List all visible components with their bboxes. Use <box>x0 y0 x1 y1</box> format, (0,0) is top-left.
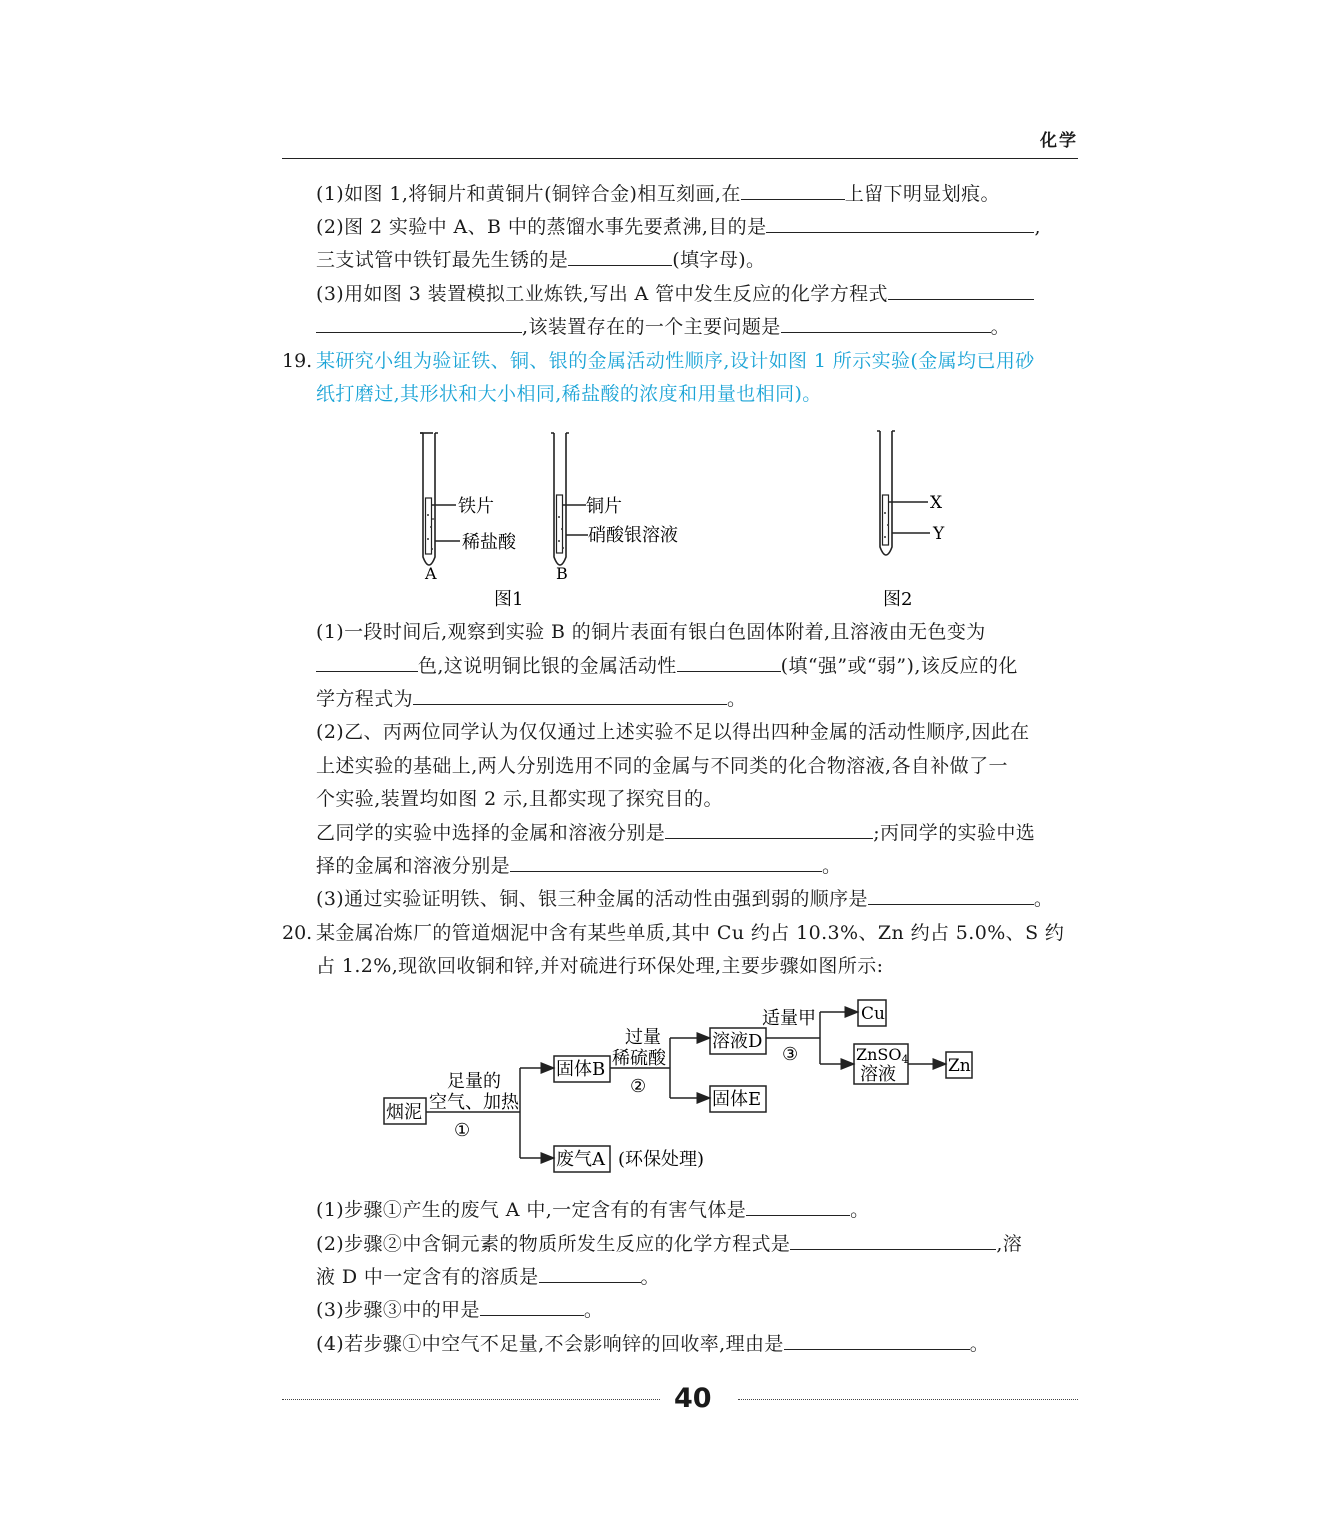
answer-blank[interactable] <box>868 886 1034 905</box>
step3-number: ③ <box>782 1044 799 1065</box>
flow-gas-a: 废气A <box>556 1149 605 1170</box>
answer-blank[interactable] <box>784 1331 970 1350</box>
tube2-y-label: Y <box>933 524 945 544</box>
flow-cu: Cu <box>861 1004 885 1024</box>
liquid-label: 稀盐酸 <box>462 532 516 553</box>
flow-znso4-solution: 溶液 <box>860 1064 896 1085</box>
q18-part3-cont: ,该装置存在的一个主要问题是 。 <box>316 314 1010 340</box>
test-tube-b <box>551 433 588 565</box>
q20-part3: (3)步骤③中的甲是 。 <box>316 1299 604 1321</box>
answer-blank[interactable] <box>888 281 1034 300</box>
figure-caption-1: 图1 <box>494 589 524 610</box>
test-tube-a <box>420 433 460 565</box>
answer-blank[interactable] <box>413 686 727 705</box>
answer-blank[interactable] <box>665 820 873 839</box>
question-number: 20. <box>282 922 313 944</box>
tube2-x-label: X <box>930 493 943 513</box>
answer-blank[interactable] <box>741 181 845 200</box>
step1-condition: 空气、加热 <box>429 1092 519 1113</box>
q19-part2: 择的金属和溶液分别是 。 <box>316 855 842 877</box>
flow-solid-b: 固体B <box>556 1059 606 1080</box>
step1-condition: 足量的 <box>447 1071 501 1092</box>
answer-blank[interactable] <box>746 1197 850 1216</box>
flow-solid-e: 固体E <box>712 1089 762 1110</box>
answer-blank[interactable] <box>510 853 822 872</box>
q20-part2: (2)步骤②中含铜元素的物质所发生反应的化学方程式是 ,溶 <box>316 1233 1023 1255</box>
flow-start: 烟泥 <box>386 1102 422 1123</box>
step2-condition: 稀硫酸 <box>612 1048 666 1069</box>
q19-part2: 乙同学的实验中选择的金属和溶液分别是 ;丙同学的实验中选 <box>316 822 1036 844</box>
step3-condition: 适量甲 <box>762 1008 816 1029</box>
q18-part1: (1)如图 1,将铜片和黄铜片(铜锌合金)相互刻画,在 上留下明显划痕。 <box>316 183 1000 205</box>
flow-znso4: ZnSO4 <box>856 1045 909 1066</box>
answer-blank[interactable] <box>316 314 522 333</box>
subject-title: 化学 <box>1040 131 1078 151</box>
tube-label: B <box>556 564 568 583</box>
step2-number: ② <box>630 1076 647 1097</box>
liquid-label: 硝酸银溶液 <box>588 525 678 546</box>
q20-intro: 占 1.2%,现欲回收铜和锌,并对硫进行环保处理,主要步骤如图所示: <box>316 955 884 977</box>
page-number: 40 <box>674 1383 712 1414</box>
tube-label: A <box>425 564 437 583</box>
q18-part3: (3)用如图 3 装置模拟工业炼铁,写出 A 管中发生反应的化学方程式 <box>316 281 1034 307</box>
answer-blank[interactable] <box>766 214 1034 233</box>
metal-label: 铜片 <box>586 496 622 517</box>
q19-part2: 上述实验的基础上,两人分别选用不同的金属与不同类的化合物溶液,各自补做了一 <box>316 755 1008 777</box>
q19-part2: (2)乙、丙两位同学认为仅仅通过上述实验不足以得出四种金属的活动性顺序,因此在 <box>316 721 1030 743</box>
answer-blank[interactable] <box>568 247 672 266</box>
q20-part4: (4)若步骤①中空气不足量,不会影响锌的回收率,理由是 。 <box>316 1333 990 1355</box>
q19-figure <box>390 415 960 615</box>
answer-blank[interactable] <box>790 1231 996 1250</box>
flow-solution-d: 溶液D <box>712 1031 763 1052</box>
gas-a-note: (环保处理) <box>618 1149 705 1170</box>
flow-zn: Zn <box>948 1056 971 1076</box>
q19-part2: 个实验,装置均如图 2 示,且都实现了探究目的。 <box>316 788 723 810</box>
liquid-dots <box>427 514 434 550</box>
divider <box>738 1399 1078 1400</box>
q20-flowchart <box>374 990 986 1186</box>
q19-intro: 某研究小组为验证铁、铜、银的金属活动性顺序,设计如图 1 所示实验(金属均已用砂 <box>316 350 1035 372</box>
step1-number: ① <box>454 1120 471 1141</box>
answer-blank[interactable] <box>316 653 418 672</box>
metal-label: 铁片 <box>458 496 494 517</box>
q20-part2-cont: 液 D 中一定含有的溶质是 。 <box>316 1266 660 1288</box>
figure-caption-2: 图2 <box>883 589 913 610</box>
q19-intro: 纸打磨过,其形状和大小相同,稀盐酸的浓度和用量也相同)。 <box>316 383 822 405</box>
page-header <box>282 118 1078 159</box>
page-footer <box>282 1385 1078 1415</box>
q20-part1: (1)步骤①产生的废气 A 中,一定含有的有害气体是 。 <box>316 1199 870 1221</box>
q19-part1-cont: 学方程式为 。 <box>316 688 747 710</box>
question-number: 19. <box>282 350 313 372</box>
q18-part2-cont: 三支试管中铁钉最先生锈的是 (填字母)。 <box>316 249 766 271</box>
q18-part2: (2)图 2 实验中 A、B 中的蒸馏水事先要煮沸,目的是 , <box>316 216 1041 238</box>
q20-intro: 某金属冶炼厂的管道烟泥中含有某些单质,其中 Cu 约占 10.3%、Zn 约占 5.0%、S 约 <box>316 922 1065 944</box>
q19-part3: (3)通过实验证明铁、铜、银三种金属的活动性由强到弱的顺序是 。 <box>316 888 1054 910</box>
q19-part1: (1)一段时间后,观察到实验 B 的铜片表面有银白色固体附着,且溶液由无色变为 <box>316 621 986 643</box>
answer-blank[interactable] <box>480 1297 584 1316</box>
q19-part1-cont: 色,这说明铜比银的金属活动性 (填“强”或“弱”),该反应的化 <box>316 653 1018 679</box>
answer-blank[interactable] <box>677 653 781 672</box>
divider <box>282 1399 660 1400</box>
answer-blank[interactable] <box>539 1264 641 1283</box>
step2-condition: 过量 <box>625 1027 661 1048</box>
answer-blank[interactable] <box>781 314 991 333</box>
